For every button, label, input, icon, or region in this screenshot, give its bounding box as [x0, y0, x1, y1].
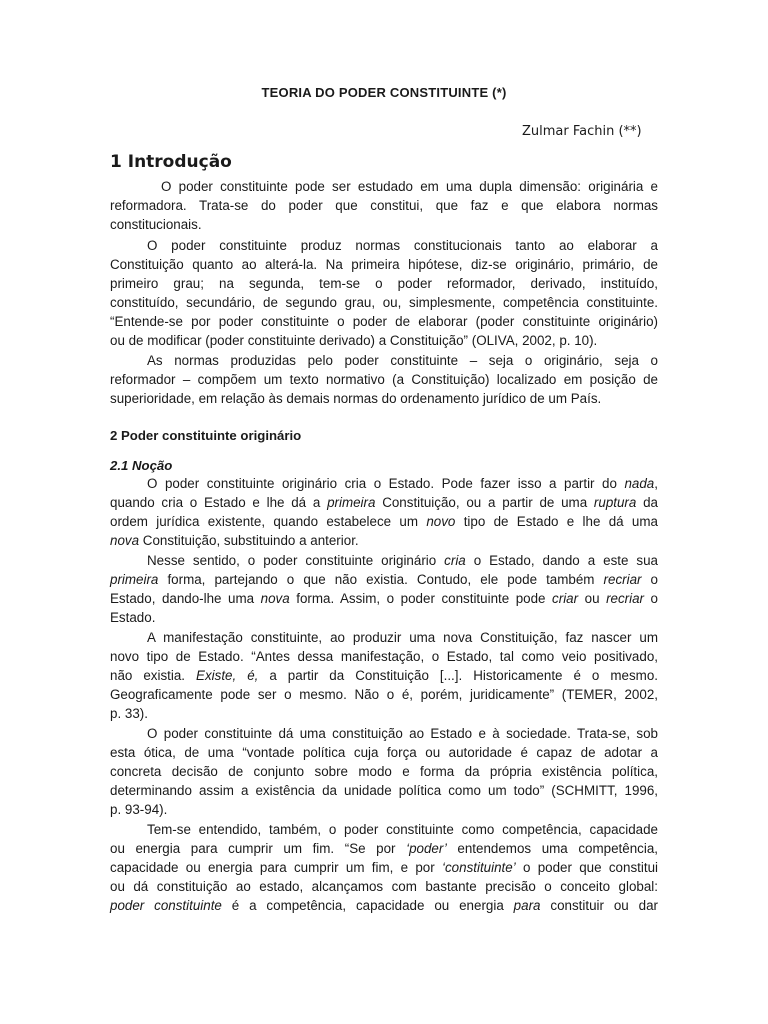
document-author: Zulmar Fachin (**)	[522, 124, 642, 139]
paragraph-line: superioridade, em relação às demais normas do ordenamento jurídico de um País.	[110, 391, 602, 406]
paragraph-line: constitucionais.	[110, 217, 202, 232]
paragraph-line: p. 33).	[110, 706, 148, 721]
paragraph-line: Estado, dando-lhe uma nova forma. Assim, o poder constituinte pode criar ou recriar o	[110, 591, 658, 606]
section-heading-poder-originario: 2 Poder constituinte originário	[110, 428, 302, 443]
paragraph-line: Estado.	[110, 610, 156, 625]
paragraph-line: ou de modificar (poder constituinte derivado) a Constituição” (OLIVA, 2002, p. 10).	[110, 333, 598, 348]
paragraph-line: ou dá constituição ao estado, alcançamos com bastante precisão o conceito global:	[110, 879, 658, 894]
paragraph-line: Nesse sentido, o poder constituinte originário cria o Estado, dando a este sua	[147, 553, 658, 568]
paragraph-line: quando cria o Estado e lhe dá a primeira Constituição, ou a partir de uma ruptura da	[110, 495, 658, 510]
paragraph-line: reformadora. Trata-se do poder que constitui, que faz e que elabora normas	[110, 198, 658, 213]
paragraph-line: p. 93-94).	[110, 802, 168, 817]
paragraph-line: ordem jurídica existente, quando estabelece um novo tipo de Estado e lhe dá uma	[110, 514, 658, 529]
paragraph-line: concreta decisão de conjunto sobre modo e forma da própria existência política,	[110, 764, 658, 779]
paragraph-line: nova Constituição, substituindo a anterior.	[110, 533, 359, 548]
paragraph-line: não existia. Existe, é, a partir da Constituição [...]. Historicamente é o mesmo.	[110, 668, 658, 683]
paragraph-line: As normas produzidas pelo poder constituinte – seja o originário, seja o	[147, 353, 658, 368]
paragraph-line: determinando assim a existência da unidade política como um todo” (SCHMITT, 1996,	[110, 783, 658, 798]
paragraph-line: “Entende-se por poder constituinte o poder de elaborar (poder constituinte originário)	[110, 314, 658, 329]
paragraph-line: esta ótica, de uma “vontade política cuja força ou autoridade é capaz de adotar a	[110, 745, 658, 760]
paragraph-line: Tem-se entendido, também, o poder constituinte como competência, capacidade	[147, 822, 658, 837]
paragraph-line: O poder constituinte dá uma constituição ao Estado e à sociedade. Trata-se, sob	[147, 726, 658, 741]
paragraph-line: Geograficamente pode ser o mesmo. Não o é, porém, juridicamente” (TEMER, 2002,	[110, 687, 658, 702]
paragraph-line: O poder constituinte produz normas constitucionais tanto ao elaborar a	[147, 238, 658, 253]
subsection-heading-nocao: 2.1 Noção	[110, 458, 173, 473]
paragraph-line: A manifestação constituinte, ao produzir uma nova Constituição, faz nascer um	[147, 630, 658, 645]
paragraph-line: primeira forma, partejando o que não existia. Contudo, ele pode também recriar o	[110, 572, 658, 587]
paragraph-line: primeiro grau; na segunda, tem-se o poder reformador, derivado, instituído,	[110, 276, 658, 291]
paragraph-line: O poder constituinte originário cria o Estado. Pode fazer isso a partir do nada,	[147, 476, 658, 491]
paragraph-line: Constituição quanto ao alterá-la. Na primeira hipótese, diz-se originário, primário, de	[110, 257, 658, 272]
paragraph-line: capacidade ou energia para cumprir um fim, e por ‘constituinte’ o poder que constitui	[110, 860, 658, 875]
paragraph-line: poder constituinte é a competência, capacidade ou energia para constituir ou dar	[110, 898, 658, 913]
document-title: TEORIA DO PODER CONSTITUINTE (*)	[261, 85, 507, 100]
section-heading-introducao: 1 Introdução	[110, 152, 232, 172]
paragraph-line: constituído, secundário, de segundo grau, ou, simplesmente, competência constituinte.	[110, 295, 658, 310]
paragraph-line: O poder constituinte pode ser estudado em uma dupla dimensão: originária e	[161, 179, 658, 194]
paragraph-line: novo tipo de Estado. “Antes dessa manifestação, o Estado, tal como veio positivado,	[110, 649, 658, 664]
paragraph-line: reformador – compõem um texto normativo (a Constituição) localizado em posição de	[110, 372, 658, 387]
paragraph-line: ou energia para cumprir um fim. “Se por ‘poder’ entendemos uma competência,	[110, 841, 658, 856]
